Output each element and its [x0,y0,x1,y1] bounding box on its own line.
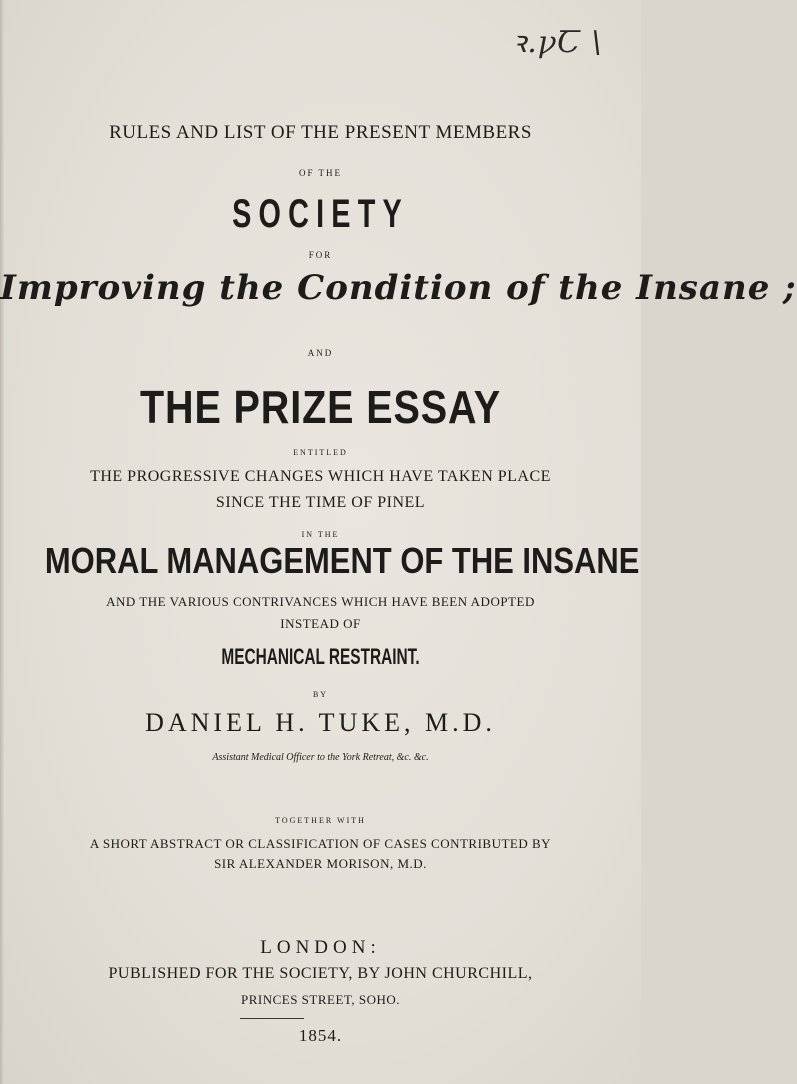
abstract-line-2: SIR ALEXANDER MORISON, M.D. [214,856,427,871]
subtitle-line-1: THE PROGRESSIVE CHANGES WHICH HAVE TAKEN PLACE [90,468,551,485]
connector-and: AND [307,348,334,358]
imprint-address: PRINCES STREET, SOHO. [240,992,401,1007]
imprint-year: 1854. [298,1026,343,1045]
subtitle-line-3: AND THE VARIOUS CONTRIVANCES WHICH HAVE BEEN ADOPTED [106,594,535,609]
connector-by: BY [312,690,329,699]
heading-improving: Improving the Condition of the Insane ; [0,268,797,308]
imprint-city: LONDON: [260,937,381,958]
author-title: Assistant Medical Officer to the York Retreat, &c. &c. [212,752,429,763]
heading-rules: RULES AND LIST OF THE PRESENT MEMBERS [109,122,532,143]
handwritten-shelfmark: ꝛ.ꝩꞆ \ [512,25,603,60]
subtitle-line-2: SINCE THE TIME OF PINEL [215,494,426,511]
connector-in-the: IN THE [301,530,340,539]
connector-entitled: ENTITLED [293,448,348,457]
connector-of-the: OF THE [298,168,343,178]
heading-mechanical-restraint: MECHANICAL RESTRAINT. [221,644,420,669]
abstract-line-1: A SHORT ABSTRACT OR CLASSIFICATION OF CASES CONTRIBUTED BY [89,836,552,851]
divider-rule [240,1018,304,1019]
connector-for: FOR [308,250,333,260]
heading-society: SOCIETY [232,192,409,236]
binding-edge [0,0,4,1084]
heading-prize-essay: THE PRIZE ESSAY [140,381,501,433]
heading-moral-management: MORAL MANAGEMENT OF THE INSANE [44,540,640,581]
author-name: DANIEL H. TUKE, M.D. [145,708,496,737]
imprint-publisher: PUBLISHED FOR THE SOCIETY, BY JOHN CHURCHILL, [108,965,533,982]
subtitle-line-4: INSTEAD OF [280,616,361,631]
connector-together-with: TOGETHER WITH [275,816,366,825]
